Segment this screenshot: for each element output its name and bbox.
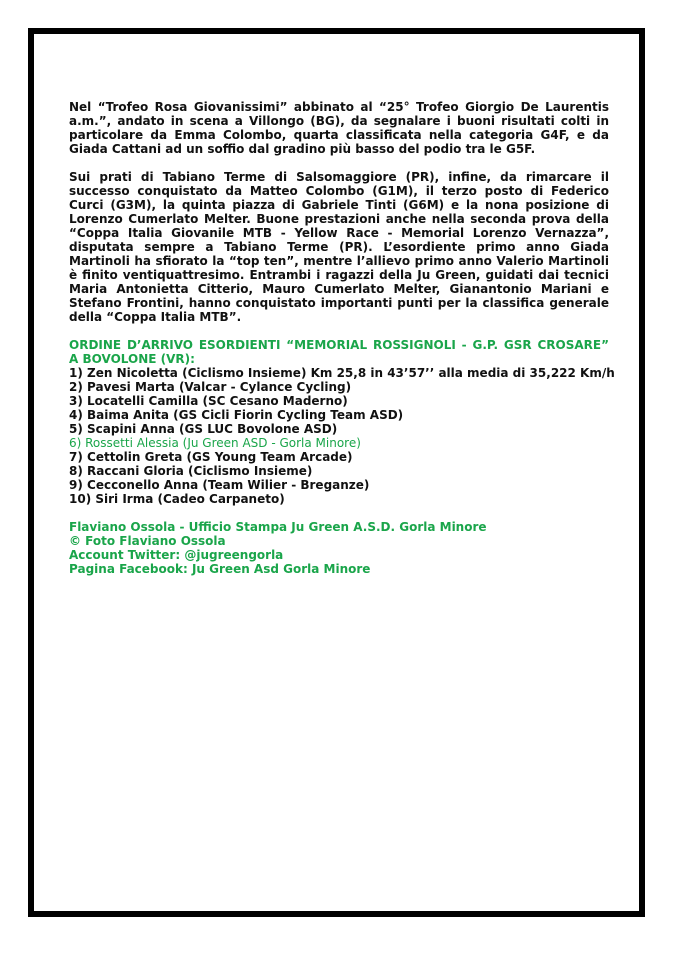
result-item-1: 1) Zen Nicoletta (Ciclismo Insieme) Km 25,8 in 43’57’’ alla media di 35,222 Km/h bbox=[69, 366, 615, 380]
credit-facebook: Pagina Facebook: Ju Green Asd Gorla Minore bbox=[69, 562, 371, 576]
result-item-7: 7) Cettolin Greta (GS Young Team Arcade) bbox=[69, 450, 353, 464]
paragraph-trofeo-rosa: Nel “Trofeo Rosa Giovanissimi” abbinato al “25° Trofeo Giorgio De Laurentis a.m.”, andato in scena a Villongo (BG), da segnalare i buoni risultati colti in particolare da Emma Colombo, quarta classificata nella categoria G4F, e da Giada Cattani ad un soffio dal gradino più basso del podio tra le G5F. bbox=[69, 100, 609, 156]
result-item-9: 9) Cecconello Anna (Team Wilier - Breganze) bbox=[69, 478, 370, 492]
page-border bbox=[28, 28, 645, 917]
result-item-6-highlighted: 6) Rossetti Alessia (Ju Green ASD - Gorla Minore) bbox=[69, 436, 361, 450]
results-heading: ORDINE D’ARRIVO ESORDIENTI “MEMORIAL ROSSIGNOLI - G.P. GSR CROSARE” A BOVOLONE (VR): bbox=[69, 338, 609, 366]
credit-press-office: Flaviano Ossola - Ufficio Stampa Ju Green A.S.D. Gorla Minore bbox=[69, 520, 487, 534]
credits-block bbox=[69, 520, 609, 576]
credit-photo: © Foto Flaviano Ossola bbox=[69, 534, 226, 548]
result-item-8: 8) Raccani Gloria (Ciclismo Insieme) bbox=[69, 464, 313, 478]
result-item-5: 5) Scapini Anna (GS LUC Bovolone ASD) bbox=[69, 422, 338, 436]
result-item-10: 10) Siri Irma (Cadeo Carpaneto) bbox=[69, 492, 285, 506]
credit-twitter: Account Twitter: @jugreengorla bbox=[69, 548, 284, 562]
result-item-4: 4) Baima Anita (GS Cicli Fiorin Cycling Team ASD) bbox=[69, 408, 404, 422]
results-list bbox=[69, 366, 615, 506]
section-spacer bbox=[69, 506, 609, 520]
result-item-2: 2) Pavesi Marta (Valcar - Cylance Cycling) bbox=[69, 380, 352, 394]
document-body bbox=[69, 100, 615, 576]
result-item-3: 3) Locatelli Camilla (SC Cesano Maderno) bbox=[69, 394, 348, 408]
paragraph-tabiano-terme: Sui prati di Tabiano Terme di Salsomaggiore (PR), infine, da rimarcare il successo conquistato da Matteo Colombo (G1M), il terzo posto di Federico Curci (G3M), la quinta piazza di Gabriele Tinti (G6M) e la nona posizione di Lorenzo Cumerlato Melter. Buone prestazioni anche nella seconda prova della “Coppa Italia Giovanile MTB - Yellow Race - Memorial Lorenzo Vernazza”, disputata sempre a Tabiano Terme (PR). L’esordiente primo anno Giada Martinoli ha sfiorato la “top ten”, mentre l’allievo primo anno Valerio Martinoli è finito ventiquattresimo. Entrambi i ragazzi della Ju Green, guidati dai tecnici Maria Antonietta Citterio, Mauro Cumerlato Melter, Gianantonio Mariani e Stefano Frontini, hanno conquistato importanti punti per la classifica generale della “Coppa Italia MTB”. bbox=[69, 170, 609, 324]
